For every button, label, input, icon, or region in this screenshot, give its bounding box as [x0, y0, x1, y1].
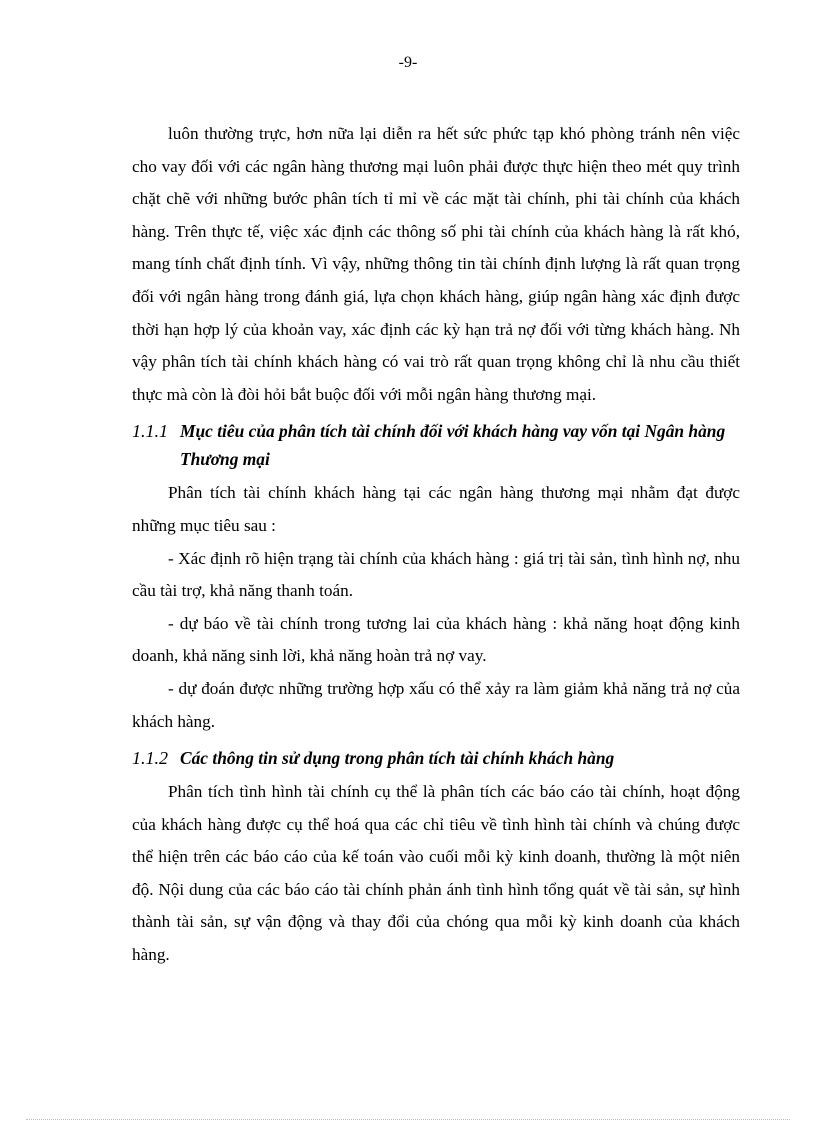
- page-number: -9-: [398, 54, 418, 71]
- page-bottom-divider: [26, 1119, 790, 1120]
- paragraph-intro: luôn thường trực, hơn nữa lại diễn ra hết sức phức tạp khó phòng tránh nên việc cho vay đối với các ngân hàng thương mại luôn phải được thực hiện theo mét quy trình chặt chẽ với những bước phân tích tỉ mỉ về các mặt tài chính, phi tài chính của khách hàng. Trên thực tế, việc xác định các thông số phi tài chính của khách hàng là rất khó, mang tính chất định tính. Vì vậy, những thông tin tài chính định lượng là rất quan trọng đối với ngân hàng trong đánh giá, lựa chọn khách hàng, giúp ngân hàng xác định được thời hạn hợp lý của khoản vay, xác định các kỳ hạn trả nợ đối với từng khách hàng. Nh vậy phân tích tài chính khách hàng có vai trò rất quan trọng không chỉ là nhu cầu thiết thực mà còn là đòi hỏi bắt buộc đối với mỗi ngân hàng thương mại.: [132, 124, 740, 404]
- list-item-objective-2: - dự báo về tài chính trong tương lai của khách hàng : khả năng hoạt động kinh doanh, khả năng sinh lời, khả năng hoàn trả nợ vay.: [132, 613, 740, 666]
- section-heading-1-1-2: [132, 744, 740, 772]
- section-title: Mục tiêu của phân tích tài chính đối với khách hàng vay vốn tại Ngân hàng Thương mại: [180, 421, 726, 470]
- section-heading-1-1-1: [132, 417, 740, 473]
- section-number: 1.1.1: [132, 421, 168, 442]
- paragraph-information: Phân tích tình hình tài chính cụ thể là phân tích các báo cáo tài chính, hoạt động của khách hàng được cụ thể hoá qua các chỉ tiêu về tình hình tài chính và chúng được thể hiện trên các báo cáo của kế toán vào cuối mỗi kỳ kinh doanh, thường là một niên độ. Nội dung của các báo cáo tài chính phản ánh tình hình tổng quát về tài sản, sự hình thành tài sản, sự vận động và thay đổi của chóng qua mỗi kỳ kinh doanh của khách hàng.: [132, 782, 740, 965]
- list-item-objective-3: - dự đoán được những trường hợp xấu có thể xảy ra làm giảm khả năng trả nợ của khách hàng.: [132, 678, 740, 731]
- section-title: Các thông tin sử dụng trong phân tích tài chính khách hàng: [180, 748, 615, 769]
- paragraph-objectives-intro: Phân tích tài chính khách hàng tại các ngân hàng thương mại nhằm đạt được những mục tiêu sau :: [132, 483, 740, 535]
- section-number: 1.1.2: [132, 748, 168, 769]
- document-body: [132, 118, 740, 972]
- list-item-objective-1: - Xác định rõ hiện trạng tài chính của khách hàng : giá trị tài sản, tình hình nợ, nhu cầu tài trợ, khả năng thanh toán.: [132, 548, 740, 601]
